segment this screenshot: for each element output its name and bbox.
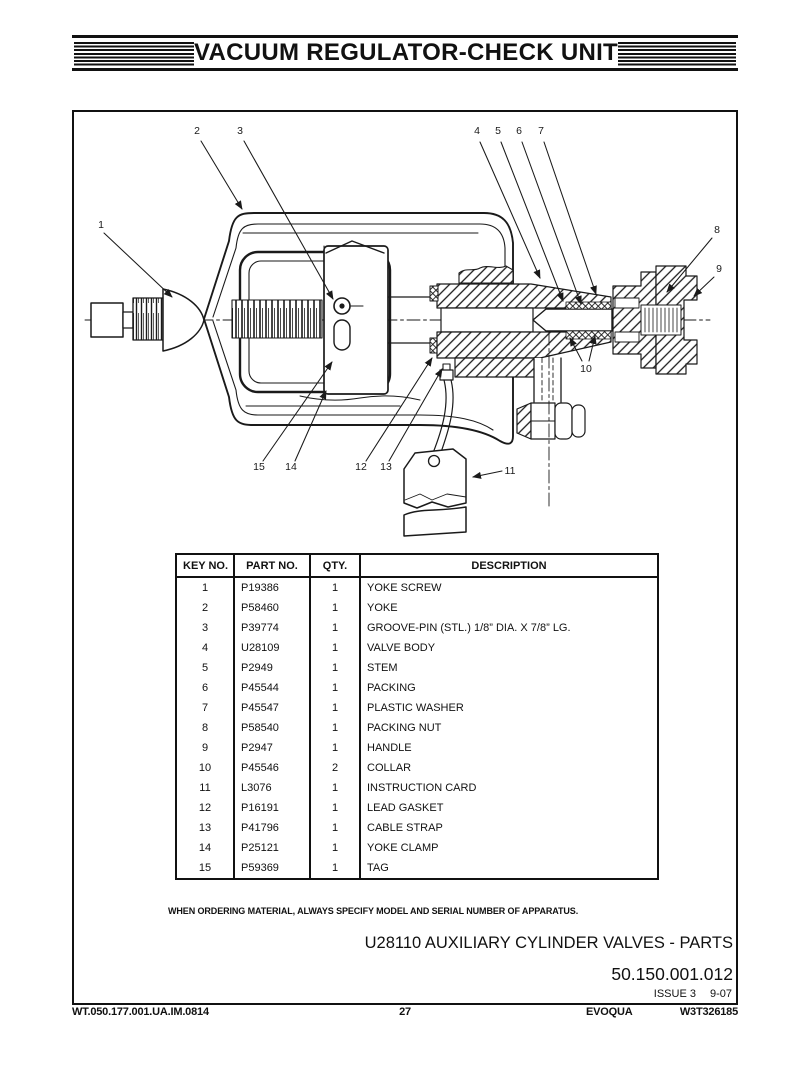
qty-cell: 1 xyxy=(310,718,360,738)
footer-page-number: 27 xyxy=(399,1006,411,1018)
part-no-cell: P19386 xyxy=(234,577,310,598)
description-cell: INSTRUCTION CARD xyxy=(360,778,658,798)
key-no-cell: 13 xyxy=(198,822,212,834)
key-no-cell: 12 xyxy=(198,802,212,814)
qty-cell: 1 xyxy=(310,577,360,598)
table-row xyxy=(176,818,658,838)
qty-cell: 1 xyxy=(310,618,360,638)
page-title: VACUUM REGULATOR-CHECK UNIT xyxy=(193,39,619,66)
part-no-cell: P45546 xyxy=(234,758,310,778)
qty-cell: 1 xyxy=(310,678,360,698)
description-cell: CABLE STRAP xyxy=(360,818,658,838)
table-row xyxy=(176,738,658,758)
part-no-cell: P16191 xyxy=(234,798,310,818)
callout-2: 2 xyxy=(194,125,200,137)
key-no-header: KEY NO. xyxy=(176,554,234,577)
document-number: 50.150.001.012 xyxy=(611,964,733,984)
content-frame xyxy=(72,110,738,1005)
table-row xyxy=(176,858,658,879)
stem xyxy=(533,309,612,331)
callout-7: 7 xyxy=(538,125,544,137)
key-no-cell: 4 xyxy=(201,642,209,654)
part-no-cell: P39774 xyxy=(234,618,310,638)
part-no-cell: P45544 xyxy=(234,678,310,698)
part-no-cell: P2947 xyxy=(234,738,310,758)
part-no-cell: U28109 xyxy=(234,638,310,658)
key-no-cell: 14 xyxy=(198,842,212,854)
table-row xyxy=(176,658,658,678)
callout-12: 12 xyxy=(355,461,367,473)
yoke-screw-threads xyxy=(232,300,322,338)
description-cell: STEM xyxy=(360,658,658,678)
part-no-cell: P58540 xyxy=(234,718,310,738)
description-cell: PLASTIC WASHER xyxy=(360,698,658,718)
qty-cell: 1 xyxy=(310,838,360,858)
key-no-cell: 3 xyxy=(201,622,209,634)
key-no-cell: 10 xyxy=(198,762,212,774)
callout-5: 5 xyxy=(495,125,501,137)
callout-6: 6 xyxy=(516,125,522,137)
qty-cell: 1 xyxy=(310,778,360,798)
part-no-cell: P2949 xyxy=(234,658,310,678)
instruction-tag xyxy=(404,449,466,536)
description-header: DESCRIPTION xyxy=(360,554,658,577)
header-row xyxy=(176,554,658,577)
yoke-screw xyxy=(91,289,204,351)
table-row xyxy=(176,698,658,718)
table-row xyxy=(176,678,658,698)
callout-14: 14 xyxy=(285,461,297,473)
parts-table-header xyxy=(176,554,658,577)
parts-table xyxy=(175,553,659,880)
part-no-cell: P58460 xyxy=(234,598,310,618)
description-cell: COLLAR xyxy=(360,758,658,778)
part-no-header: PART NO. xyxy=(234,554,310,577)
cable-strap xyxy=(433,364,453,455)
banner-stripes-left-decoration xyxy=(74,42,194,66)
hex-nut xyxy=(517,403,585,439)
callout-9: 9 xyxy=(716,263,722,275)
banner-stripes-right-decoration xyxy=(618,42,736,66)
qty-header: QTY. xyxy=(310,554,360,577)
qty-cell: 1 xyxy=(310,598,360,618)
ordering-note: WHEN ORDERING MATERIAL, ALWAYS SPECIFY MODEL AND SERIAL NUMBER OF APPARATUS. xyxy=(168,906,579,916)
key-no-cell: 7 xyxy=(201,702,209,714)
issue-date: 9-07 xyxy=(709,988,732,1000)
qty-cell: 1 xyxy=(310,858,360,879)
table-row xyxy=(176,838,658,858)
description-cell: PACKING xyxy=(360,678,658,698)
key-no-cell: 11 xyxy=(199,782,211,794)
key-no-cell: 2 xyxy=(201,602,209,614)
valve-cross-section-diagram xyxy=(74,112,736,567)
qty-cell: 1 xyxy=(310,658,360,678)
callout-1: 1 xyxy=(98,219,104,231)
callout-4: 4 xyxy=(474,125,480,137)
description-cell: YOKE SCREW xyxy=(360,577,658,598)
key-no-cell: 9 xyxy=(201,742,209,754)
callout-15: 15 xyxy=(253,461,265,473)
table-row xyxy=(176,798,658,818)
qty-cell: 1 xyxy=(310,798,360,818)
key-no-cell: 8 xyxy=(201,722,209,734)
table-row xyxy=(176,598,658,618)
key-no-cell: 15 xyxy=(198,862,212,874)
description-cell: YOKE xyxy=(360,598,658,618)
part-no-cell: P41796 xyxy=(234,818,310,838)
callout-10: 10 xyxy=(580,363,592,375)
description-cell: YOKE CLAMP xyxy=(360,838,658,858)
footer-part-code: W3T326185 xyxy=(679,1006,738,1018)
description-cell: LEAD GASKET xyxy=(360,798,658,818)
callout-13: 13 xyxy=(380,461,392,473)
footer-brand: EVOQUA xyxy=(586,1006,633,1018)
issue-line xyxy=(654,988,732,1000)
key-no-cell: 6 xyxy=(201,682,209,694)
callout-8: 8 xyxy=(714,224,720,236)
key-no-cell: 5 xyxy=(201,662,209,674)
description-cell: HANDLE xyxy=(360,738,658,758)
description-cell: GROOVE-PIN (STL.) 1/8” DIA. X 7/8” LG. xyxy=(360,618,658,638)
description-cell: PACKING NUT xyxy=(360,718,658,738)
part-no-cell: P45547 xyxy=(234,698,310,718)
part-no-cell: P59369 xyxy=(234,858,310,879)
callout-11: 11 xyxy=(504,465,516,477)
title-banner xyxy=(72,35,738,71)
key-no-cell: 1 xyxy=(201,582,209,594)
description-cell: TAG xyxy=(360,858,658,879)
qty-cell: 1 xyxy=(310,638,360,658)
issue-label: ISSUE 3 xyxy=(653,988,696,1000)
part-no-cell: P25121 xyxy=(234,838,310,858)
qty-cell: 1 xyxy=(310,818,360,838)
table-row xyxy=(176,758,658,778)
footer-document-code: WT.050.177.001.UA.IM.0814 xyxy=(72,1006,209,1018)
qty-cell: 1 xyxy=(310,738,360,758)
qty-cell: 1 xyxy=(310,698,360,718)
parts-table-body xyxy=(176,577,658,879)
table-row xyxy=(176,778,658,798)
outlet-tube xyxy=(534,358,561,402)
table-row xyxy=(176,638,658,658)
table-row xyxy=(176,618,658,638)
callout-3: 3 xyxy=(237,125,243,137)
part-no-cell: L3076 xyxy=(234,778,310,798)
parts-list-title: U28110 AUXILIARY CYLINDER VALVES - PARTS xyxy=(364,934,733,952)
qty-cell: 2 xyxy=(310,758,360,778)
description-cell: VALVE BODY xyxy=(360,638,658,658)
table-row xyxy=(176,718,658,738)
table-row xyxy=(176,577,658,598)
